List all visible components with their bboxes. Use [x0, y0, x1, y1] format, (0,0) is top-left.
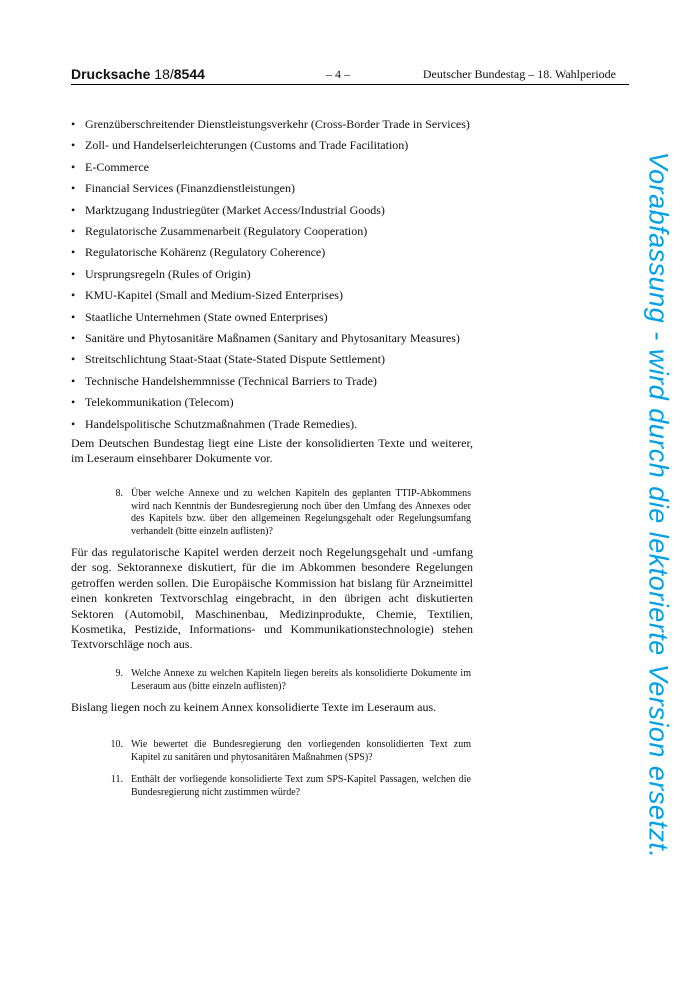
list-item: • Grenzüberschreitender Dienstleistungsverkehr (Cross-Border Trade in Services): [71, 114, 481, 135]
answer-9: Bislang liegen noch zu keinem Annex konsolidierte Texte im Leseraum aus.: [71, 700, 437, 714]
chapter-list: [71, 114, 481, 435]
question-number: 10.: [110, 739, 123, 750]
list-item: • Regulatorische Zusammenarbeit (Regulatory Cooperation): [71, 221, 481, 242]
question-8: [103, 488, 471, 540]
list-item: • Sanitäre und Phytosanitäre Maßnamen (Sanitary and Phytosanitary Measures): [71, 328, 481, 349]
list-item: • Regulatorische Kohärenz (Regulatory Coherence): [71, 242, 481, 263]
header-rule: [71, 84, 629, 85]
header-publisher: Deutscher Bundestag – 18. Wahlperiode: [422, 67, 616, 81]
page-header: [71, 66, 616, 85]
question-text: Welche Annexe zu welchen Kapiteln liegen bereits als konsolidierte Dokumente im Leseraum aus (bitte einzeln auflisten)?: [131, 668, 471, 692]
question-number: 9.: [115, 668, 123, 679]
question-number: 8.: [115, 488, 123, 499]
question-text: Über welche Annexe und zu welchen Kapiteln des geplanten TTIP-Abkommens wird nach Kenntnis der Bundesregierung noch über den Umfang des Annexes oder des Kapitels bzw. über den allgemeinen Regelungsgehalt oder Regelungsumfang verhandelt (bitte einzeln auflisten)?: [131, 488, 471, 537]
watermark-text: Vorabfassung - wird durch die lektorierte Version ersetzt.: [643, 151, 674, 859]
question-text: Enthält der vorliegende konsolidierte Text zum SPS-Kapitel Passagen, welchen die Bundesregierung nicht zustimmen würde?: [131, 774, 471, 798]
page-number: – 4 –: [326, 67, 350, 81]
list-item: • Zoll- und Handelserleichterungen (Customs and Trade Facilitation): [71, 135, 481, 156]
list-item: • Streitschlichtung Staat-Staat (State-Stated Dispute Settlement): [71, 349, 481, 370]
draft-watermark: [618, 110, 698, 900]
list-item: • Marktzugang Industriegüter (Market Access/Industrial Goods): [71, 200, 481, 221]
list-item: • Telekommunikation (Telecom): [71, 392, 481, 413]
document-label: Drucksache 18/8544: [71, 66, 205, 82]
list-item: • Staatliche Unternehmen (State owned Enterprises): [71, 307, 481, 328]
question-9: [103, 668, 471, 694]
answer-paragraph: Dem Deutschen Bundestag liegt eine Liste der konsolidierten Texte und weiterer, im Leseraum einsehbarer Dokumente vor.: [71, 436, 473, 466]
list-item: • Technische Handelshemmnisse (Technical Barriers to Trade): [71, 371, 481, 392]
question-11: [103, 774, 471, 800]
question-number: 11.: [110, 774, 123, 785]
list-item: • Ursprungsregeln (Rules of Origin): [71, 264, 481, 285]
list-item: • KMU-Kapitel (Small and Medium-Sized Enterprises): [71, 285, 481, 306]
question-text: Wie bewertet die Bundesregierung den vorliegenden konsolidierten Text zum Kapitel zu sanitären und phytosanitären Maßnahmen (SPS)?: [131, 739, 471, 763]
list-item: • Handelspolitische Schutzmaßnahmen (Trade Remedies).: [71, 414, 481, 435]
list-item: • E-Commerce: [71, 157, 481, 178]
list-item: • Financial Services (Finanzdienstleistungen): [71, 178, 481, 199]
question-10: [103, 739, 471, 765]
answer-8: Für das regulatorische Kapitel werden derzeit noch Regelungsgehalt und -umfang der sog. Sektorannexe diskutiert, für die im Abkommen besondere Regelungen getroffen werden sollen. Die Europäische Kommission hat bislang für Arzneimittel einen konkreten Textvorschlag eingebracht, in den übrigen acht diskutierten Sektoren (Automobil, Maschinenbau, Medizinprodukte, Chemie, Textilien, Kosmetika, Pestizide, Informations- und Kommunikationstechnologie) stehen Textvorschläge noch aus.: [71, 545, 473, 652]
